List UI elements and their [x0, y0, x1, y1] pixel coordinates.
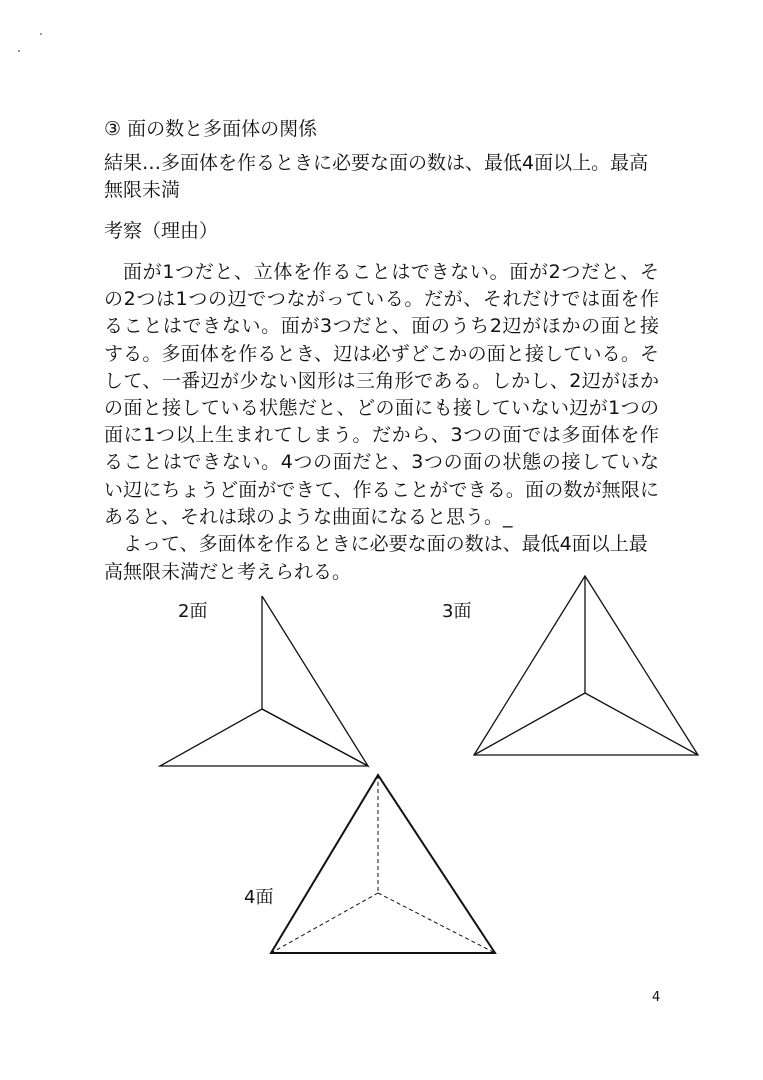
page-number: 4: [652, 990, 661, 1005]
consideration-heading: 考察（理由）: [104, 220, 219, 242]
conclusion-paragraph: よって、多面体を作るときに必要な面の数は、最低4面以上最高無限未満だと考えられる。: [104, 533, 648, 583]
four-face-hidden-edge: [378, 893, 495, 953]
two-face-lower-face: [160, 709, 368, 766]
reasoning-paragraph: 面が1つだと、立体を作ることはできない。面が2つだと、その2つは1つの辺でつながっている。だが、それだけでは面を作ることはできない。面が3つだと、面のうち2辺がほかの面と接する。多面体を作るとき、辺は必ずどこかの面と接している。そして、一番辺が少ない図形は三角形である。しかし、2辺がほかの面と接している状態だと、どの面にも接していない辺が1つの面に1つ以上生まれてしまう。だから、3つの面では多面体を作ることはできない。4つの面だと、3つの面の状態の接していない辺にちょうど面ができて、作ることができる。面の数が無限にあると、それは球のような曲面になると思う。_: [104, 261, 659, 528]
four-face-figure: [271, 775, 495, 953]
three-face-figure: [474, 576, 698, 755]
three-face-edge: [474, 693, 585, 755]
three-faces-label: 3面: [442, 601, 472, 622]
two-faces-label: 2面: [178, 601, 208, 622]
two-face-upper-face: [262, 596, 368, 766]
four-face-outline: [271, 775, 495, 953]
result-text: 結果…多面体を作るときに必要な面の数は、最低4面以上。最高無限未満: [104, 152, 649, 201]
four-face-hidden-edge: [271, 893, 378, 953]
three-face-outline: [474, 576, 698, 755]
section-heading: ③ 面の数と多面体の関係: [104, 118, 318, 140]
four-faces-label: 4面: [244, 887, 274, 908]
three-face-edge: [585, 693, 698, 755]
